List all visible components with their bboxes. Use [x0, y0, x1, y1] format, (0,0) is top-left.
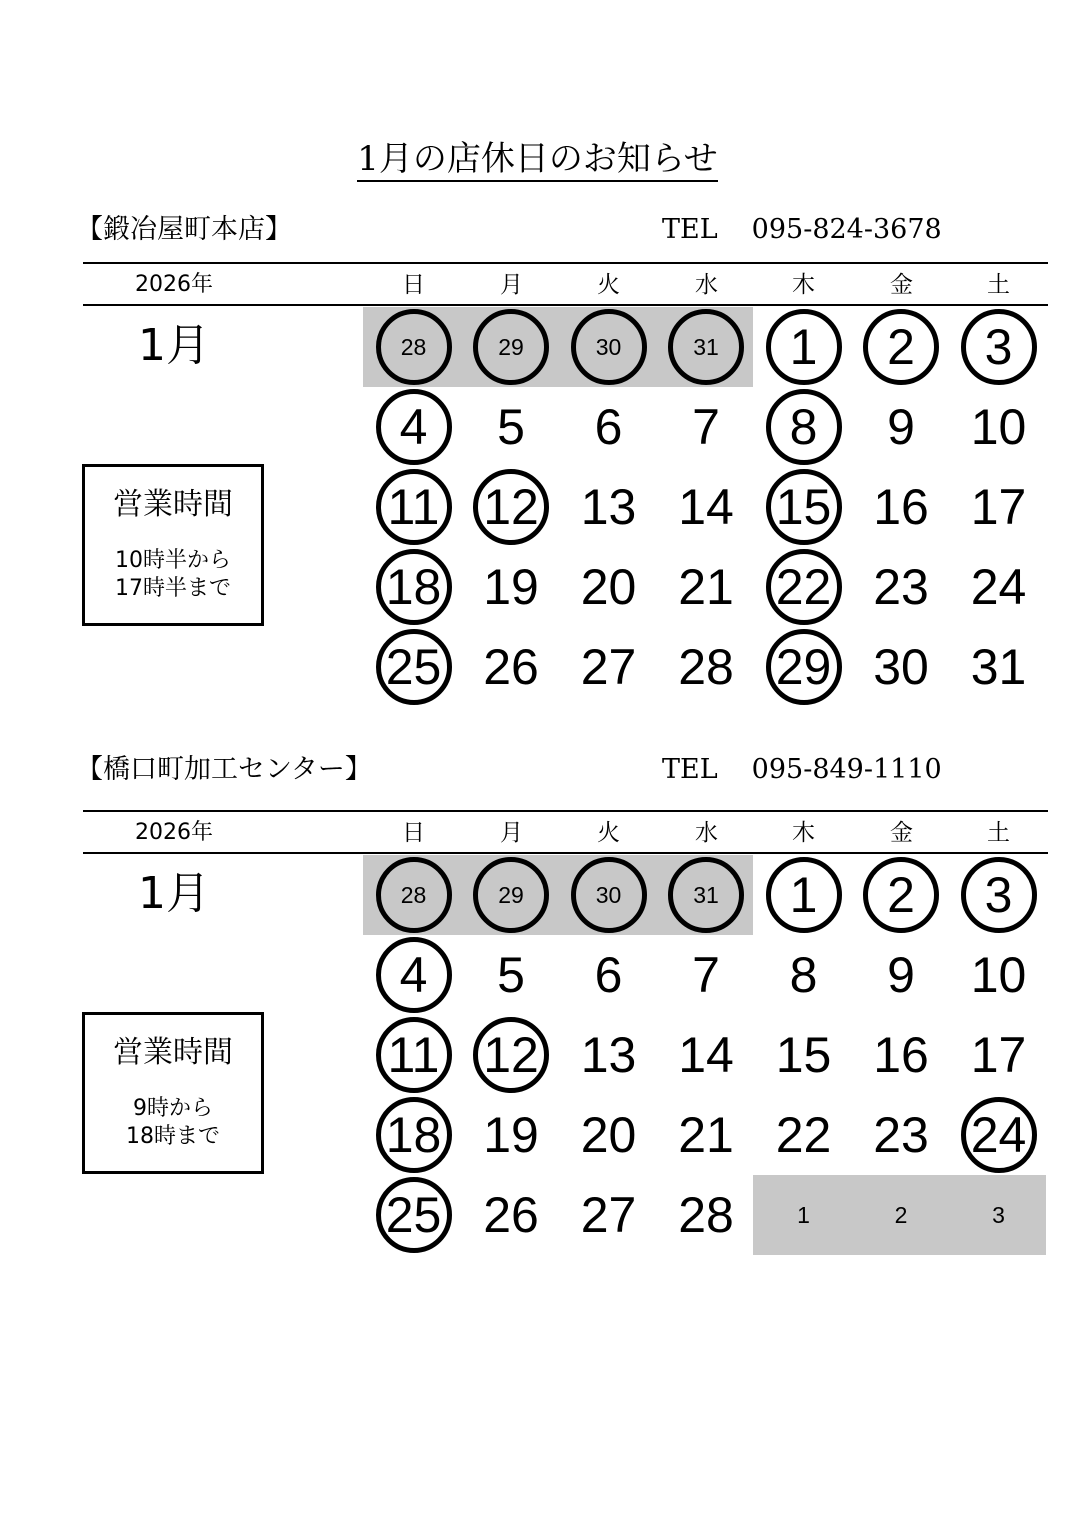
weekday-mon: 月	[500, 820, 523, 846]
calendar-day	[463, 935, 560, 1015]
calendar-day-closed	[365, 547, 462, 627]
weekday-sat: 土	[987, 820, 1010, 846]
day-number: 14	[678, 1027, 734, 1083]
day-number: 2	[894, 1201, 908, 1228]
day-number: 30	[595, 881, 622, 908]
day-number: 6	[594, 947, 623, 1003]
day-number: 21	[678, 559, 734, 615]
day-number: 5	[497, 947, 525, 1003]
calendar-day	[463, 1095, 560, 1175]
calendar-day-closed	[755, 855, 852, 935]
calendar-month: 1月	[138, 868, 210, 919]
calendar-day-closed	[560, 855, 657, 935]
day-number: 5	[497, 399, 525, 455]
day-number: 30	[595, 333, 622, 360]
day-number: 12	[483, 1027, 539, 1083]
calendar-day	[950, 935, 1047, 1015]
day-number: 16	[873, 1027, 929, 1083]
day-number: 15	[775, 1027, 832, 1083]
day-number: 19	[483, 559, 539, 615]
weekday-thu: 木	[792, 272, 815, 298]
day-number: 23	[873, 1107, 929, 1163]
page-title-text: 1月の店休日のお知らせ	[357, 139, 718, 182]
calendar-day	[853, 1175, 950, 1255]
day-number: 2	[887, 319, 915, 375]
weekday-sun: 日	[402, 820, 425, 846]
calendar-day	[853, 467, 950, 547]
weekday-sat: 土	[987, 272, 1010, 298]
calendar-day	[658, 547, 755, 627]
store-tel	[662, 750, 942, 790]
day-number: 24	[970, 1107, 1027, 1163]
day-number: 28	[400, 333, 427, 360]
calendar-day	[560, 467, 657, 547]
day-number: 10	[970, 399, 1027, 455]
day-number: 25	[385, 639, 442, 695]
day-number: 25	[385, 1187, 442, 1243]
weekday-tue: 火	[597, 272, 620, 298]
calendar-day	[950, 467, 1047, 547]
weekday-sun: 日	[402, 272, 425, 298]
business-hours-box	[82, 464, 264, 626]
day-number: 17	[970, 479, 1027, 535]
day-number: 20	[580, 559, 637, 615]
weekday-tue: 火	[597, 820, 620, 846]
day-number: 8	[789, 399, 818, 455]
calendar-day-closed	[365, 627, 462, 707]
day-number: 31	[693, 333, 719, 360]
day-number: 28	[678, 639, 734, 695]
calendar-day-closed	[365, 935, 462, 1015]
day-number: 17	[970, 1027, 1027, 1083]
calendar-day-closed	[365, 387, 462, 467]
calendar-day	[950, 627, 1047, 707]
day-number: 3	[984, 867, 1013, 923]
calendar-day	[853, 1095, 950, 1175]
calendar-day	[463, 547, 560, 627]
day-number: 31	[693, 881, 719, 908]
day-number: 26	[483, 639, 539, 695]
calendar-day	[755, 1095, 852, 1175]
day-number: 4	[399, 947, 428, 1003]
day-number: 29	[775, 639, 832, 695]
calendar-day	[853, 1015, 950, 1095]
calendar-day-closed	[755, 547, 852, 627]
day-number: 9	[887, 947, 915, 1003]
day-number: 10	[970, 947, 1027, 1003]
calendar-day	[658, 1015, 755, 1095]
day-number: 21	[678, 1107, 734, 1163]
calendar-day-closed	[755, 467, 852, 547]
calendar-day	[950, 387, 1047, 467]
header-rule-top	[83, 262, 1048, 264]
weekday-mon: 月	[500, 272, 523, 298]
calendar-day-closed	[950, 307, 1047, 387]
calendar-day-closed	[365, 467, 462, 547]
tel-number: 095-824-3678	[751, 214, 942, 245]
day-number: 15	[775, 479, 832, 535]
calendar-day	[755, 1175, 852, 1255]
day-number: 13	[580, 1027, 637, 1083]
store-name: 【橋口町加工センター】	[76, 754, 372, 785]
day-number: 7	[692, 399, 720, 455]
calendar-day	[853, 387, 950, 467]
weekday-wed: 水	[695, 272, 718, 298]
day-number: 8	[789, 947, 818, 1003]
day-number: 22	[775, 1107, 832, 1163]
day-number: 11	[387, 479, 440, 535]
header-rule-top	[83, 810, 1048, 812]
calendar-day-closed	[755, 627, 852, 707]
day-number: 31	[970, 639, 1027, 695]
weekday-fri: 金	[890, 272, 913, 298]
day-number: 9	[887, 399, 915, 455]
calendar-year: 2026年	[135, 820, 213, 845]
calendar-day	[560, 547, 657, 627]
calendar-day-closed	[365, 307, 462, 387]
day-number: 1	[797, 1201, 810, 1228]
calendar-day	[658, 1175, 755, 1255]
business-hours-close: 18時まで	[126, 1124, 220, 1149]
calendar-day-closed	[755, 307, 852, 387]
calendar-day	[658, 935, 755, 1015]
calendar-month: 1月	[138, 320, 210, 371]
day-number: 6	[594, 399, 623, 455]
day-number: 27	[580, 639, 637, 695]
calendar-day-closed	[365, 1175, 462, 1255]
calendar-day	[560, 1175, 657, 1255]
calendar-day	[658, 387, 755, 467]
calendar-day	[755, 935, 852, 1015]
business-hours-close: 17時半まで	[115, 576, 231, 601]
calendar-day	[950, 1015, 1047, 1095]
day-number: 30	[873, 639, 929, 695]
business-hours-box	[82, 1012, 264, 1174]
calendar-day-closed	[658, 307, 755, 387]
store-section-kako-center	[0, 750, 1075, 1310]
day-number: 18	[385, 1107, 442, 1163]
calendar-day	[950, 547, 1047, 627]
calendar-day-closed	[950, 855, 1047, 935]
calendar-day-closed	[853, 307, 950, 387]
day-number: 1	[789, 867, 818, 923]
day-number: 1	[789, 319, 818, 375]
calendar-day	[560, 1095, 657, 1175]
day-number: 16	[873, 479, 929, 535]
business-hours-title: 営業時間	[113, 1035, 233, 1070]
calendar-day-closed	[658, 855, 755, 935]
calendar-day	[658, 627, 755, 707]
calendar-day	[463, 1175, 560, 1255]
day-number: 20	[580, 1107, 637, 1163]
weekday-wed: 水	[695, 820, 718, 846]
calendar-day-closed	[365, 1095, 462, 1175]
day-number: 13	[580, 479, 637, 535]
calendar-day	[853, 627, 950, 707]
calendar-day	[463, 387, 560, 467]
calendar-day	[853, 935, 950, 1015]
tel-label: TEL	[662, 754, 718, 785]
weekday-thu: 木	[792, 820, 815, 846]
store-name: 【鍛冶屋町本店】	[76, 214, 292, 245]
tel-label: TEL	[662, 214, 718, 245]
business-hours-open: 9時から	[133, 1096, 213, 1121]
calendar-day	[658, 1095, 755, 1175]
day-number: 27	[580, 1187, 637, 1243]
calendar-day-closed	[560, 307, 657, 387]
calendar-day	[950, 1175, 1047, 1255]
day-number: 18	[385, 559, 442, 615]
day-number: 3	[984, 319, 1013, 375]
day-number: 12	[483, 479, 539, 535]
day-number: 28	[400, 881, 427, 908]
day-number: 19	[483, 1107, 539, 1163]
business-hours-title: 営業時間	[113, 487, 233, 522]
calendar-year: 2026年	[135, 272, 213, 297]
day-number: 23	[873, 559, 929, 615]
tel-number: 095-849-1110	[751, 754, 942, 785]
day-number: 29	[498, 881, 524, 908]
day-number: 11	[387, 1027, 440, 1083]
header-rule-bottom	[83, 852, 1048, 854]
day-number: 4	[399, 399, 428, 455]
calendar-day	[853, 547, 950, 627]
store-tel	[662, 210, 942, 250]
calendar-day-closed	[463, 855, 560, 935]
calendar-day-closed	[365, 1015, 462, 1095]
header-rule-bottom	[83, 304, 1048, 306]
business-hours-open: 10時半から	[115, 548, 231, 573]
calendar-day	[463, 627, 560, 707]
day-number: 3	[992, 1201, 1005, 1228]
day-number: 14	[678, 479, 734, 535]
calendar-day	[560, 627, 657, 707]
store-section-honten	[0, 210, 1075, 770]
calendar-day-closed	[463, 1015, 560, 1095]
calendar-day	[560, 1015, 657, 1095]
calendar-day	[658, 467, 755, 547]
calendar-day-closed	[853, 855, 950, 935]
day-number: 26	[483, 1187, 539, 1243]
day-number: 22	[775, 559, 832, 615]
page-title	[0, 136, 1075, 182]
calendar-day-closed	[463, 467, 560, 547]
calendar-day	[560, 387, 657, 467]
calendar-day-closed	[950, 1095, 1047, 1175]
calendar-day-closed	[463, 307, 560, 387]
day-number: 7	[692, 947, 720, 1003]
calendar-day	[560, 935, 657, 1015]
calendar-day-closed	[365, 855, 462, 935]
day-number: 24	[970, 559, 1027, 615]
day-number: 28	[678, 1187, 734, 1243]
weekday-fri: 金	[890, 820, 913, 846]
day-number: 2	[887, 867, 915, 923]
calendar-day-closed	[755, 387, 852, 467]
calendar-day	[755, 1015, 852, 1095]
day-number: 29	[498, 333, 524, 360]
